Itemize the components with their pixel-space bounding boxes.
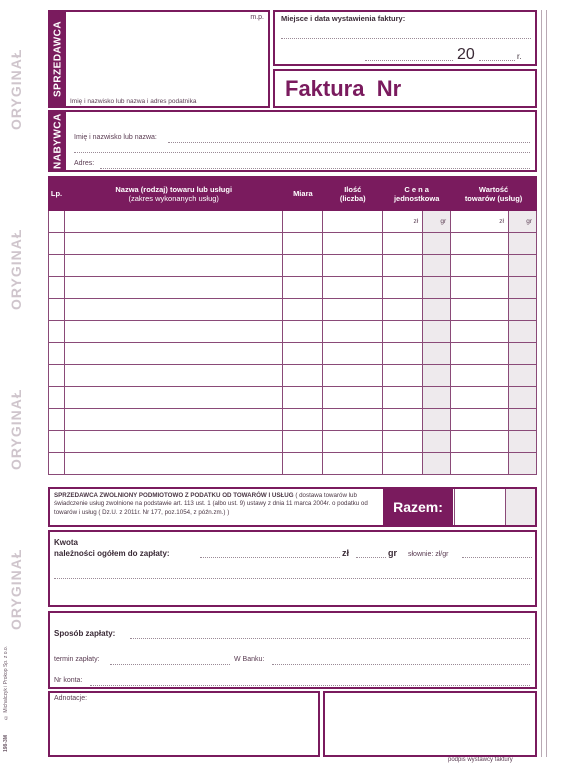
- row-name-cell[interactable]: [64, 255, 282, 277]
- account-label: Nr konta:: [54, 677, 83, 684]
- row-lp-cell[interactable]: [49, 277, 65, 299]
- year-prefix: 20: [457, 46, 475, 63]
- row-value-gr-cell[interactable]: [509, 387, 537, 409]
- exempt-box: [48, 487, 537, 527]
- table-row: [49, 409, 537, 431]
- row-qty-cell[interactable]: [323, 321, 383, 343]
- seller-stamp-label: m.p.: [250, 14, 264, 21]
- exempt-note-text: ( dostawa towarów lub świadczenie usług zwolnione na podstawie art. 113 ust. 1 (albo ust. 9) ustawy z dnia 11 marca 2004r. o podatku od towarów i usług ( Dz.U. z 2011r. Nr 177, poz.1054, z późn.zm.) ): [54, 492, 368, 516]
- row-value-zl-cell[interactable]: [451, 255, 509, 277]
- header-qty-title: Ilość: [344, 184, 362, 194]
- row-name-cell[interactable]: [64, 299, 282, 321]
- row-lp-cell[interactable]: [49, 343, 65, 365]
- row-unit-cell[interactable]: [283, 233, 323, 255]
- row-name-cell[interactable]: [64, 453, 282, 475]
- row-value-zl-cell[interactable]: [451, 277, 509, 299]
- seller-name-label: Imię i nazwisko lub nazwa i adres podatnika: [70, 98, 197, 105]
- row-price-zl-cell[interactable]: [383, 431, 423, 453]
- row-price-zl-cell[interactable]: [383, 321, 423, 343]
- row-value-zl-cell[interactable]: [451, 431, 509, 453]
- amount-zl-field[interactable]: [200, 557, 340, 558]
- table-row: [49, 255, 537, 277]
- total-label: Razem:: [383, 489, 453, 525]
- buyer-name-label: Imię i nazwisko lub nazwa:: [74, 134, 157, 141]
- row-name-cell[interactable]: [64, 409, 282, 431]
- row-value-gr-cell[interactable]: [509, 321, 537, 343]
- row-value-gr-cell[interactable]: [509, 409, 537, 431]
- row-price-zl-cell[interactable]: [383, 387, 423, 409]
- page-edge-strip: [541, 10, 547, 757]
- row-lp-cell[interactable]: [49, 321, 65, 343]
- header-name: [64, 177, 282, 211]
- notes-box: [48, 691, 320, 757]
- signature-box[interactable]: [323, 691, 537, 757]
- year-suffix: r.: [517, 52, 522, 61]
- row-unit-cell[interactable]: [283, 409, 323, 431]
- row-unit-cell[interactable]: [283, 343, 323, 365]
- row-qty-cell[interactable]: [323, 299, 383, 321]
- row-unit-cell[interactable]: [283, 453, 323, 475]
- buyer-section-label: NABYWCA: [50, 112, 66, 170]
- row-value-gr-cell[interactable]: [509, 299, 537, 321]
- amount-gr-field[interactable]: [356, 557, 386, 558]
- row-lp-cell[interactable]: [49, 453, 65, 475]
- row-unit-cell[interactable]: [283, 299, 323, 321]
- row-price-gr-cell[interactable]: [423, 277, 451, 299]
- notes-label: Adnotacje:: [54, 695, 88, 702]
- row-qty-cell[interactable]: [323, 387, 383, 409]
- row-price-gr-cell[interactable]: [423, 409, 451, 431]
- row-value-zl-cell[interactable]: [451, 453, 509, 475]
- bank-label: W Banku:: [234, 656, 265, 663]
- row-price-gr-cell[interactable]: [423, 387, 451, 409]
- row-value-zl-cell[interactable]: [451, 387, 509, 409]
- seller-box: [48, 10, 270, 108]
- value-zl-unit: zł: [451, 211, 509, 233]
- row-name-cell[interactable]: [64, 233, 282, 255]
- header-qty-sub: (liczba): [339, 193, 366, 203]
- table-row: [49, 343, 537, 365]
- row-name-cell[interactable]: [64, 343, 282, 365]
- row-value-gr-cell[interactable]: [509, 453, 537, 475]
- row-lp-cell[interactable]: [49, 255, 65, 277]
- row-value-zl-cell[interactable]: [451, 365, 509, 387]
- row-price-gr-cell[interactable]: [423, 365, 451, 387]
- row-price-zl-cell[interactable]: [383, 299, 423, 321]
- row-price-gr-cell[interactable]: [423, 233, 451, 255]
- payment-term-field[interactable]: [110, 664, 230, 665]
- row-qty-cell[interactable]: [323, 233, 383, 255]
- row-price-zl-cell[interactable]: [383, 343, 423, 365]
- row-lp-cell[interactable]: [49, 409, 65, 431]
- row-lp-cell[interactable]: [49, 387, 65, 409]
- amount-gr-unit: gr: [388, 548, 397, 558]
- row-qty-cell[interactable]: [323, 431, 383, 453]
- price-zl-unit: zł: [383, 211, 423, 233]
- year-line[interactable]: [479, 60, 515, 61]
- original-mark: ORYGINAŁ: [8, 388, 24, 470]
- payment-term-label: termin zapłaty:: [54, 656, 100, 663]
- amount-words-label: słownie: zł/gr: [408, 551, 449, 558]
- row-name-cell[interactable]: [64, 431, 282, 453]
- row-name-cell[interactable]: [64, 365, 282, 387]
- header-price: [383, 177, 451, 211]
- row-price-zl-cell[interactable]: [383, 233, 423, 255]
- amount-zl-unit: zł: [342, 548, 350, 558]
- signature-label: podpis wystawcy faktury: [448, 757, 513, 763]
- units-spacer: [49, 211, 65, 233]
- header-price-title: C e n a: [404, 184, 429, 194]
- buyer-name-line2[interactable]: [74, 152, 530, 153]
- bank-field[interactable]: [272, 664, 530, 665]
- row-value-zl-cell[interactable]: [451, 409, 509, 431]
- buyer-box: [48, 110, 537, 172]
- amount-words-field[interactable]: [462, 557, 532, 558]
- row-value-gr-cell[interactable]: [509, 365, 537, 387]
- header-lp: Lp.: [49, 177, 65, 211]
- row-unit-cell[interactable]: [283, 387, 323, 409]
- row-price-gr-cell[interactable]: [423, 453, 451, 475]
- row-value-zl-cell[interactable]: [451, 233, 509, 255]
- row-price-zl-cell[interactable]: [383, 255, 423, 277]
- row-name-cell[interactable]: [64, 387, 282, 409]
- value-gr-unit: gr: [509, 211, 537, 233]
- header-price-sub: jednostkowa: [393, 193, 440, 203]
- place-date-label: Miejsce i data wystawienia faktury:: [281, 14, 406, 23]
- row-price-gr-cell[interactable]: [423, 299, 451, 321]
- payment-box: [48, 611, 537, 689]
- row-price-zl-cell[interactable]: [383, 453, 423, 475]
- header-name-title: Nazwa (rodzaj) towaru lub usługi: [115, 184, 233, 194]
- exempt-note: [54, 492, 380, 517]
- table-row: [49, 299, 537, 321]
- table-row: [49, 321, 537, 343]
- table-row: [49, 453, 537, 475]
- units-spacer: [283, 211, 323, 233]
- row-qty-cell[interactable]: [323, 277, 383, 299]
- seller-section-label: SPRZEDAWCA: [50, 12, 66, 106]
- row-price-gr-cell[interactable]: [423, 321, 451, 343]
- row-value-gr-cell[interactable]: [509, 233, 537, 255]
- row-unit-cell[interactable]: [283, 431, 323, 453]
- invoice-number-field[interactable]: [415, 79, 533, 103]
- row-lp-cell[interactable]: [49, 431, 65, 453]
- buyer-address-label: Adres:: [74, 160, 95, 167]
- row-qty-cell[interactable]: [323, 343, 383, 365]
- row-name-cell[interactable]: [64, 321, 282, 343]
- table-row: [49, 233, 537, 255]
- currency-units-row: [49, 211, 537, 233]
- table-row: [49, 431, 537, 453]
- row-lp-cell[interactable]: [49, 365, 65, 387]
- row-price-zl-cell[interactable]: [383, 277, 423, 299]
- form-code: 198-3M: [3, 735, 9, 752]
- account-field[interactable]: [90, 685, 530, 686]
- exempt-note-bold: SPRZEDAWCA ZWOLNIONY PODMIOTOWO Z PODATKU OD TOWARÓW I USŁUG: [54, 492, 294, 499]
- seller-field[interactable]: [70, 24, 266, 100]
- amount-box: [48, 530, 537, 607]
- row-qty-cell[interactable]: [323, 453, 383, 475]
- table-row: [49, 365, 537, 387]
- table-row: [49, 387, 537, 409]
- row-value-zl-cell[interactable]: [451, 321, 509, 343]
- header-name-sub: (zakres wykonanych usług): [128, 193, 219, 203]
- row-unit-cell[interactable]: [283, 255, 323, 277]
- row-price-zl-cell[interactable]: [383, 365, 423, 387]
- original-mark: ORYGINAŁ: [8, 228, 24, 310]
- header-unit: Miara: [283, 177, 323, 211]
- original-mark: ORYGINAŁ: [8, 48, 24, 130]
- invoice-title-box: [273, 69, 537, 108]
- place-date-line[interactable]: [281, 38, 531, 39]
- row-value-gr-cell[interactable]: [509, 277, 537, 299]
- row-unit-cell[interactable]: [283, 365, 323, 387]
- side-strip: [0, 0, 48, 768]
- row-qty-cell[interactable]: [323, 409, 383, 431]
- row-price-gr-cell[interactable]: [423, 431, 451, 453]
- header-qty: [323, 177, 383, 211]
- payment-method-label: Sposób zapłaty:: [54, 629, 116, 638]
- units-spacer: [64, 211, 282, 233]
- price-gr-unit: gr: [423, 211, 451, 233]
- row-value-gr-cell[interactable]: [509, 343, 537, 365]
- total-gr-field[interactable]: [505, 489, 535, 525]
- row-qty-cell[interactable]: [323, 255, 383, 277]
- row-value-zl-cell[interactable]: [451, 299, 509, 321]
- buyer-address-field[interactable]: [100, 168, 530, 169]
- items-header-row: [49, 177, 537, 211]
- table-row: [49, 277, 537, 299]
- original-mark: ORYGINAŁ: [8, 548, 24, 630]
- row-price-gr-cell[interactable]: [423, 343, 451, 365]
- row-name-cell[interactable]: [64, 277, 282, 299]
- notes-field[interactable]: [54, 705, 316, 753]
- invoice-title: Faktura Nr: [285, 76, 402, 101]
- row-value-gr-cell[interactable]: [509, 255, 537, 277]
- row-unit-cell[interactable]: [283, 277, 323, 299]
- row-qty-cell[interactable]: [323, 365, 383, 387]
- items-table: [48, 176, 537, 475]
- payment-method-field[interactable]: [130, 638, 530, 639]
- units-spacer: [323, 211, 383, 233]
- publisher-imprint: © Michalczyk i Prokop Sp. z o.o.: [3, 645, 9, 720]
- row-price-zl-cell[interactable]: [383, 409, 423, 431]
- date-day-month-line[interactable]: [365, 60, 453, 61]
- header-value: [451, 177, 537, 211]
- row-value-gr-cell[interactable]: [509, 431, 537, 453]
- row-unit-cell[interactable]: [283, 321, 323, 343]
- row-lp-cell[interactable]: [49, 299, 65, 321]
- amount-label-1: Kwota: [54, 538, 78, 547]
- header-value-sub: towarów (usług): [464, 193, 523, 203]
- header-value-title: Wartość: [478, 184, 509, 194]
- amount-label-2: należności ogółem do zapłaty:: [54, 549, 170, 558]
- row-price-gr-cell[interactable]: [423, 255, 451, 277]
- row-value-zl-cell[interactable]: [451, 343, 509, 365]
- place-date-box: [273, 10, 537, 66]
- total-zl-field[interactable]: [454, 489, 504, 525]
- amount-words-line2[interactable]: [54, 578, 532, 579]
- row-lp-cell[interactable]: [49, 233, 65, 255]
- buyer-name-field[interactable]: [168, 142, 530, 143]
